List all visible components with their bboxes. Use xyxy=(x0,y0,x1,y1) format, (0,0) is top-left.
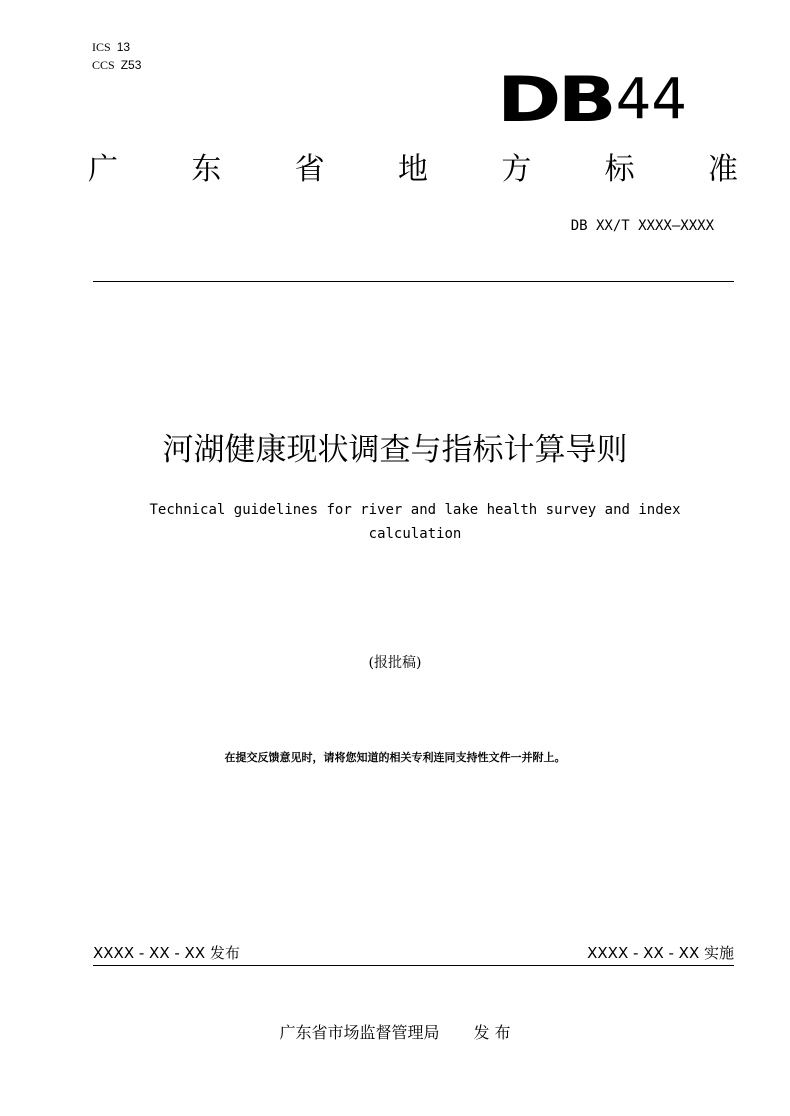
province-standard-heading xyxy=(88,150,738,190)
document-title-cn: 河湖健康现状调查与指标计算导则 xyxy=(162,432,628,468)
date-line xyxy=(93,942,734,963)
ccs-code: Z53 xyxy=(120,58,142,72)
document-title-en: Technical guidelines for river and lake health survey and index calculation xyxy=(149,502,681,542)
implement-date: XXXX - XX - XX 实施 xyxy=(587,944,734,962)
heading-char: 方 xyxy=(501,152,532,187)
db-mark: DB xyxy=(497,63,613,136)
bottom-divider xyxy=(93,965,734,966)
standard-number: DB XX/T XXXX—XXXX xyxy=(570,218,714,234)
issuer-line xyxy=(0,1020,790,1043)
db-number: 44 xyxy=(615,67,687,132)
heading-char: 广 xyxy=(88,152,118,187)
ics-label: ICS xyxy=(92,40,111,54)
issuer-name: 广东省市场监督管理局 xyxy=(279,1023,440,1042)
heading-char: 东 xyxy=(191,152,222,187)
heading-char: 地 xyxy=(397,152,428,187)
submission-note: 在提交反馈意见时，请将您知道的相关专利连同支持性文件一并附上。 xyxy=(224,751,566,764)
ccs-line xyxy=(92,56,141,74)
ccs-label: CCS xyxy=(92,58,115,72)
heading-char: 省 xyxy=(294,152,325,187)
db44-logo xyxy=(497,63,687,136)
ics-code: 13 xyxy=(116,40,131,54)
heading-char: 准 xyxy=(707,152,738,187)
issue-label: 发 布 xyxy=(473,1023,511,1042)
ics-line xyxy=(92,38,141,56)
top-divider xyxy=(93,281,734,282)
heading-char: 标 xyxy=(604,152,635,187)
classification-codes xyxy=(92,38,141,74)
draft-status: (报批稿) xyxy=(368,655,422,671)
publish-date: XXXX - XX - XX 发布 xyxy=(93,944,240,962)
